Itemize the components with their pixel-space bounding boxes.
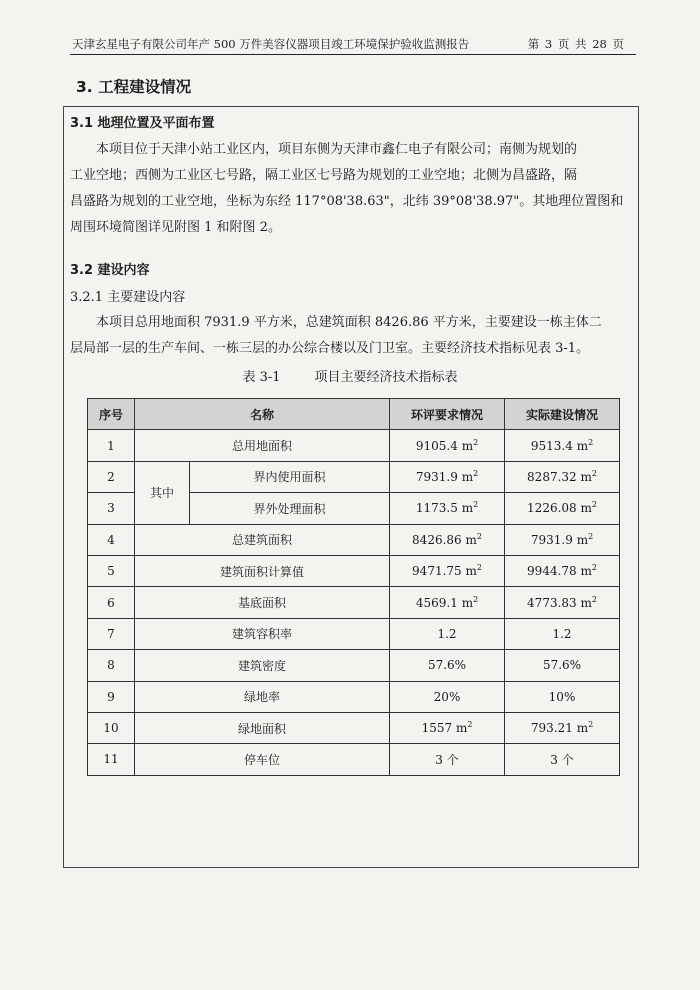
section-title: 3. 工程建设情况 [76, 78, 192, 96]
actual-value [505, 430, 620, 461]
table-row [88, 430, 620, 461]
row-number: 11 [88, 744, 135, 775]
actual-value [505, 681, 620, 712]
value-number: 9105.4 [415, 438, 458, 453]
location-paragraph [70, 137, 630, 241]
required-value [390, 618, 505, 649]
paragraph-line: 昌盛路为规划的工业空地，坐标为东经 117°08'38.63"，北纬 39°08'38.97"。其地理位置图和 [70, 194, 624, 209]
paragraph-line: 层局部一层的生产车间、一栋三层的办公综合楼以及门卫室。主要经济技术指标见表 3-1。 [70, 341, 590, 356]
row-name: 基底面积 [135, 587, 390, 618]
row-number: 3 [88, 493, 135, 524]
table-row [88, 712, 620, 743]
value-unit: m [580, 469, 592, 484]
value-number: 7931.9 [415, 469, 458, 484]
value-unit: m [455, 721, 468, 736]
paragraph-line: 本项目位于天津小站工业区内，项目东侧为天津市鑫仁电子有限公司；南侧为规划的 [96, 142, 578, 157]
value-unit-exponent: 2 [591, 500, 597, 510]
row-name: 绿地率 [135, 681, 390, 712]
value-unit-exponent: 2 [476, 563, 482, 573]
value-number: 1173.5 [415, 501, 458, 516]
required-value [390, 493, 505, 524]
row-number: 4 [88, 524, 135, 555]
value-unit: m [465, 532, 477, 547]
subsection-3-1-title: 3.1 地理位置及平面布置 [70, 116, 215, 131]
value-unit: m [461, 595, 474, 610]
subsection-3-2-title: 3.2 建设内容 [70, 263, 150, 278]
value-unit: m [580, 501, 592, 516]
page-number: 第 3 页 共 28 页 [527, 37, 624, 51]
row-number: 5 [88, 555, 135, 586]
table-row [88, 461, 620, 492]
value-number: 4773.83 [527, 595, 577, 610]
row-name: 绿地面积 [135, 712, 390, 743]
page-header [70, 34, 636, 54]
actual-value [505, 461, 620, 492]
value-number: 3 个 [550, 752, 574, 767]
value-number: 1.2 [437, 626, 457, 641]
required-value [390, 712, 505, 743]
actual-value [505, 712, 620, 743]
required-value [390, 524, 505, 555]
indicator-table [87, 398, 620, 776]
value-number: 1.2 [552, 626, 572, 641]
group-label: 其中 [135, 461, 190, 524]
table-row [88, 587, 620, 618]
value-number: 8426.86 [412, 532, 462, 547]
value-unit-exponent: 2 [476, 531, 482, 541]
table-number: 表 3-1 [242, 370, 281, 385]
actual-value [505, 744, 620, 775]
table-row [88, 524, 620, 555]
value-unit-exponent: 2 [588, 531, 594, 541]
row-number: 10 [88, 712, 135, 743]
actual-value [505, 493, 620, 524]
value-number: 9944.78 [527, 564, 577, 579]
row-number: 9 [88, 681, 135, 712]
row-name: 建筑密度 [135, 650, 390, 681]
row-number: 6 [88, 587, 135, 618]
paragraph-line: 周围环境简图详见附图 1 和附图 2。 [70, 220, 281, 235]
value-number: 4569.1 [415, 595, 458, 610]
required-value [390, 555, 505, 586]
table-header-row [88, 399, 620, 430]
report-title: 天津玄星电子有限公司年产 500 万件美容仪器项目竣工环境保护验收监测报告 [72, 37, 470, 51]
value-number: 10% [548, 689, 576, 704]
required-value [390, 744, 505, 775]
actual-value [505, 555, 620, 586]
value-number: 1226.08 [527, 501, 577, 516]
subsection-3-2-1-title: 3.2.1 主要建设内容 [70, 290, 186, 305]
row-number: 7 [88, 618, 135, 649]
value-unit-exponent: 2 [473, 468, 479, 478]
header-rule [70, 54, 636, 55]
row-number: 1 [88, 430, 135, 461]
value-unit-exponent: 2 [591, 594, 597, 604]
value-unit-exponent: 2 [591, 468, 597, 478]
value-number: 1557 [421, 721, 453, 736]
value-unit-exponent: 2 [473, 437, 479, 447]
required-value [390, 461, 505, 492]
table-title: 项目主要经济技术指标表 [314, 370, 458, 385]
construction-paragraph [70, 310, 630, 362]
value-number: 8287.32 [527, 469, 577, 484]
table-row [88, 650, 620, 681]
row-name: 界内使用面积 [190, 461, 390, 492]
value-unit: m [576, 532, 589, 547]
table-row [88, 744, 620, 775]
actual-value [505, 618, 620, 649]
value-number: 9471.75 [412, 564, 462, 579]
col-header-name: 名称 [135, 399, 390, 430]
value-number: 3 个 [435, 752, 459, 767]
row-name: 界外处理面积 [190, 493, 390, 524]
value-number: 793.21 [530, 721, 573, 736]
value-unit-exponent: 2 [591, 563, 597, 573]
row-name: 建筑面积计算值 [135, 555, 390, 586]
required-value [390, 681, 505, 712]
value-number: 7931.9 [530, 532, 573, 547]
required-value [390, 587, 505, 618]
row-name: 总建筑面积 [135, 524, 390, 555]
paragraph-line: 工业空地；西侧为工业区七号路，隔工业区七号路为规划的工业空地；北侧为昌盛路，隔 [70, 168, 578, 183]
value-unit: m [461, 438, 474, 453]
table-caption [70, 368, 630, 388]
row-number: 8 [88, 650, 135, 681]
actual-value [505, 650, 620, 681]
value-unit-exponent: 2 [588, 437, 594, 447]
table-row [88, 618, 620, 649]
paragraph-line: 本项目总用地面积 7931.9 平方米，总建筑面积 8426.86 平方米，主要建设一栋主体二 [96, 315, 602, 330]
row-name: 总用地面积 [135, 430, 390, 461]
value-unit: m [461, 469, 474, 484]
col-header-actual: 实际建设情况 [505, 399, 620, 430]
col-header-no: 序号 [88, 399, 135, 430]
value-unit: m [580, 595, 592, 610]
value-number: 57.6% [427, 658, 467, 673]
row-name: 停车位 [135, 744, 390, 775]
value-unit: m [576, 438, 589, 453]
value-unit-exponent: 2 [473, 594, 479, 604]
actual-value [505, 524, 620, 555]
table-row [88, 555, 620, 586]
value-number: 20% [433, 689, 461, 704]
required-value [390, 430, 505, 461]
row-name: 建筑容积率 [135, 618, 390, 649]
value-unit: m [465, 564, 477, 579]
value-number: 9513.4 [530, 438, 573, 453]
actual-value [505, 587, 620, 618]
value-unit-exponent: 2 [473, 500, 479, 510]
value-unit: m [461, 501, 474, 516]
row-number: 2 [88, 461, 135, 492]
value-unit-exponent: 2 [467, 720, 473, 730]
table-row [88, 681, 620, 712]
col-header-required: 环评要求情况 [390, 399, 505, 430]
value-unit-exponent: 2 [588, 720, 594, 730]
value-unit: m [576, 721, 589, 736]
value-number: 57.6% [542, 658, 582, 673]
required-value [390, 650, 505, 681]
value-unit: m [580, 564, 592, 579]
